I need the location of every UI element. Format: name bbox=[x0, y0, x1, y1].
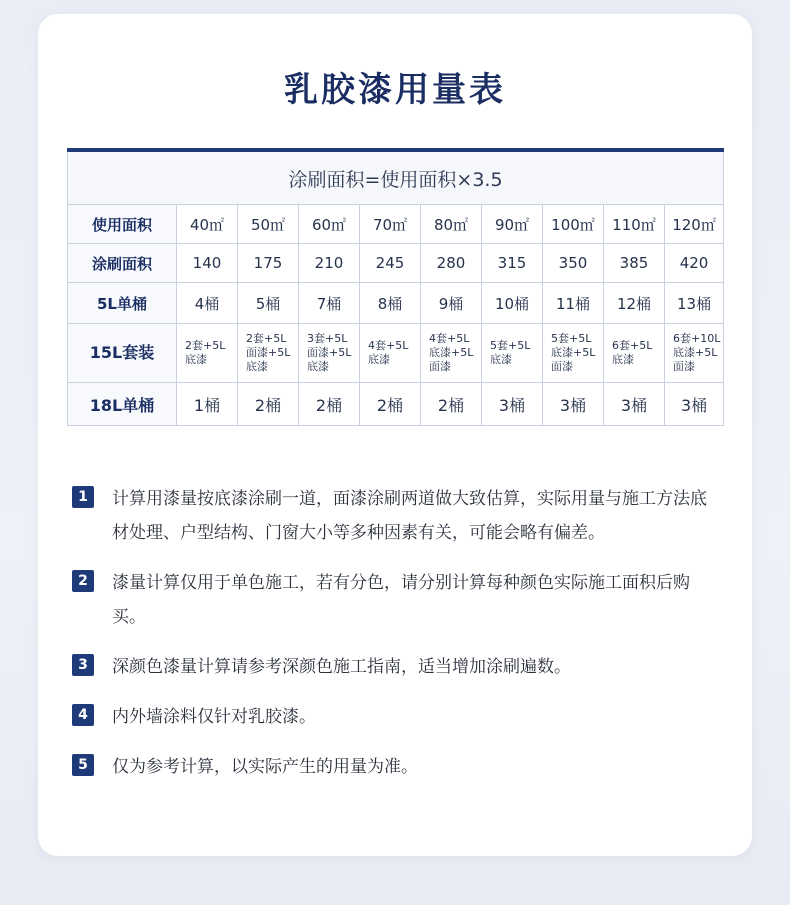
table-cell-18l: 1桶 bbox=[177, 383, 238, 426]
table-cell-15l: 5套+5L 底漆+5L 面漆 bbox=[543, 324, 604, 383]
table-row-area bbox=[68, 205, 724, 244]
table-cell-15l: 6套+10L 底漆+5L 面漆 bbox=[665, 324, 724, 383]
table-cell-18l: 2桶 bbox=[360, 383, 421, 426]
table-cell-18l: 3桶 bbox=[543, 383, 604, 426]
table-cell-brush: 245 bbox=[360, 244, 421, 283]
table-cell-area: 70㎡ bbox=[360, 205, 421, 244]
note-text: 深颜色漆量计算请参考深颜色施工指南，适当增加涂刷遍数。 bbox=[112, 657, 571, 677]
row-header-18l: 18L单桶 bbox=[68, 383, 177, 426]
table-cell-18l: 2桶 bbox=[421, 383, 482, 426]
table-row-brush bbox=[68, 244, 724, 283]
row-header-brush: 涂刷面积 bbox=[68, 244, 177, 283]
note-number-badge: 2 bbox=[72, 570, 94, 592]
note-item bbox=[72, 566, 722, 634]
table-cell-18l: 2桶 bbox=[238, 383, 299, 426]
table-cell-area: 60㎡ bbox=[299, 205, 360, 244]
note-text: 内外墙涂料仅针对乳胶漆。 bbox=[112, 707, 316, 727]
note-text: 计算用漆量按底漆涂刷一道，面漆涂刷两道做大致估算，实际用量与施工方法底材处理、户型结构、门窗大小等多种因素有关，可能会略有偏差。 bbox=[112, 489, 707, 543]
table-cell-5l: 4桶 bbox=[177, 283, 238, 324]
table-cell-area: 40㎡ bbox=[177, 205, 238, 244]
table-cell-5l: 8桶 bbox=[360, 283, 421, 324]
formula-text: 涂刷面积=使用面积×3.5 bbox=[68, 150, 724, 205]
table-cell-18l: 2桶 bbox=[299, 383, 360, 426]
table-cell-area: 90㎡ bbox=[482, 205, 543, 244]
table-cell-15l: 5套+5L 底漆 bbox=[482, 324, 543, 383]
table-cell-15l: 4套+5L 底漆+5L 面漆 bbox=[421, 324, 482, 383]
table-cell-5l: 11桶 bbox=[543, 283, 604, 324]
table-cell-brush: 315 bbox=[482, 244, 543, 283]
table-cell-5l: 13桶 bbox=[665, 283, 724, 324]
row-header-15l: 15L套装 bbox=[68, 324, 177, 383]
table-cell-brush: 420 bbox=[665, 244, 724, 283]
note-text: 仅为参考计算，以实际产生的用量为准。 bbox=[112, 757, 418, 777]
table-cell-area: 50㎡ bbox=[238, 205, 299, 244]
note-number-badge: 4 bbox=[72, 704, 94, 726]
table-cell-18l: 3桶 bbox=[482, 383, 543, 426]
table-cell-area: 110㎡ bbox=[604, 205, 665, 244]
table-cell-area: 100㎡ bbox=[543, 205, 604, 244]
table-cell-18l: 3桶 bbox=[665, 383, 724, 426]
table-row-5l bbox=[68, 283, 724, 324]
note-item bbox=[72, 700, 722, 734]
table-cell-area: 80㎡ bbox=[421, 205, 482, 244]
note-item bbox=[72, 650, 722, 684]
table-row-15l bbox=[68, 324, 724, 383]
table-cell-area: 120㎡ bbox=[665, 205, 724, 244]
table-cell-15l: 6套+5L 底漆 bbox=[604, 324, 665, 383]
table-cell-15l: 2套+5L 面漆+5L 底漆 bbox=[238, 324, 299, 383]
table-cell-15l: 2套+5L 底漆 bbox=[177, 324, 238, 383]
row-header-area: 使用面积 bbox=[68, 205, 177, 244]
table-cell-brush: 140 bbox=[177, 244, 238, 283]
note-number-badge: 5 bbox=[72, 754, 94, 776]
table-cell-brush: 385 bbox=[604, 244, 665, 283]
paint-usage-table bbox=[67, 148, 724, 426]
table-cell-5l: 9桶 bbox=[421, 283, 482, 324]
note-item bbox=[72, 482, 722, 550]
table-row-18l bbox=[68, 383, 724, 426]
table-cell-15l: 4套+5L 底漆 bbox=[360, 324, 421, 383]
table-cell-5l: 12桶 bbox=[604, 283, 665, 324]
table-cell-5l: 10桶 bbox=[482, 283, 543, 324]
note-number-badge: 3 bbox=[72, 654, 94, 676]
row-header-5l: 5L单桶 bbox=[68, 283, 177, 324]
table-cell-brush: 210 bbox=[299, 244, 360, 283]
table-cell-brush: 350 bbox=[543, 244, 604, 283]
table-cell-5l: 7桶 bbox=[299, 283, 360, 324]
formula-row bbox=[68, 150, 724, 205]
note-number-badge: 1 bbox=[72, 486, 94, 508]
table-cell-brush: 280 bbox=[421, 244, 482, 283]
table-cell-brush: 175 bbox=[238, 244, 299, 283]
notes-list bbox=[72, 482, 722, 800]
note-text: 漆量计算仅用于单色施工，若有分色，请分别计算每种颜色实际施工面积后购买。 bbox=[112, 573, 690, 627]
note-item bbox=[72, 750, 722, 784]
table-cell-18l: 3桶 bbox=[604, 383, 665, 426]
table-cell-15l: 3套+5L 面漆+5L 底漆 bbox=[299, 324, 360, 383]
page-title: 乳胶漆用量表 bbox=[284, 70, 506, 110]
table-cell-5l: 5桶 bbox=[238, 283, 299, 324]
